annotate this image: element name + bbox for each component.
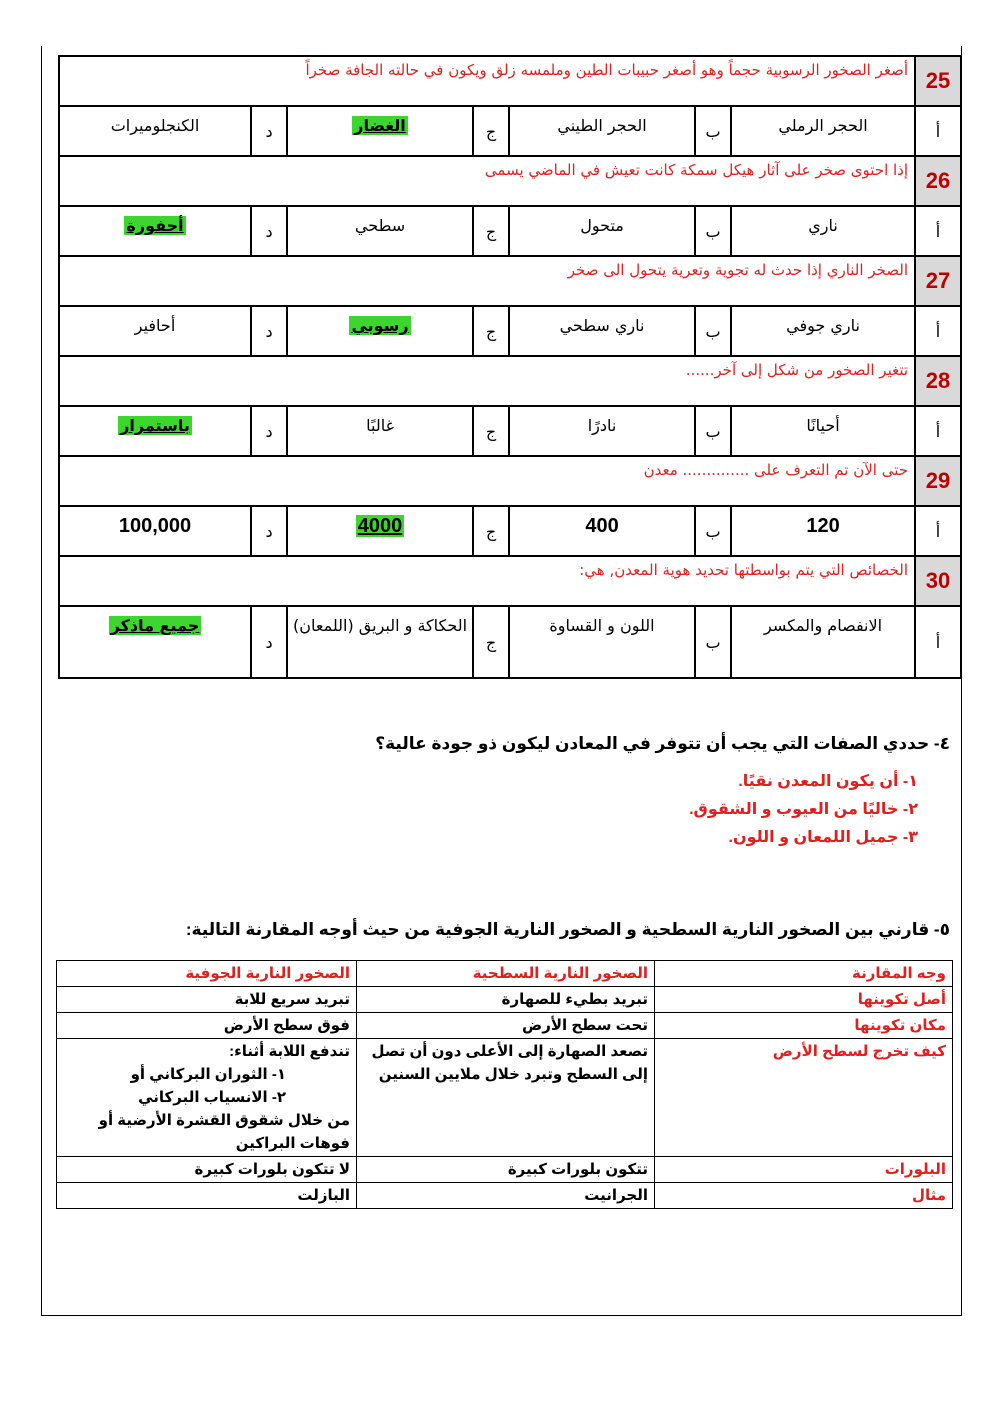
correct-option-text: رسوبي	[351, 316, 409, 335]
option-letter: ب	[695, 106, 731, 156]
question-number: 26	[915, 156, 961, 206]
option-text: غالبًا	[366, 416, 394, 435]
option-text: متحول	[580, 216, 624, 235]
surface-cell: تصعد الصهارة إلى الأعلى دون أن تصل إلى السطح وتبرد خلال ملايين السنين	[357, 1039, 655, 1157]
option-letter: د	[251, 106, 287, 156]
aspect-cell: أصل تكوينها	[655, 987, 953, 1013]
option-cell	[509, 106, 695, 156]
option-letter: د	[251, 406, 287, 456]
option-letter: د	[251, 606, 287, 678]
option-text: الحجر الطيني	[557, 116, 647, 135]
option-text: نادرًا	[587, 416, 617, 435]
option-cell	[509, 306, 695, 356]
option-letter: أ	[915, 506, 961, 556]
options-row	[59, 606, 961, 678]
section-5	[80, 920, 950, 940]
aspect-cell: مكان تكوينها	[655, 1013, 953, 1039]
answer-line: ١- أن يكون المعدن نقيًا.	[738, 773, 918, 790]
options-row	[59, 306, 961, 356]
section-4-title: ٤- حددي الصفات التي يجب أن تتوفر في المعادن ليكون ذو جودة عالية؟	[375, 734, 950, 753]
aspect-cell: البلورات	[655, 1157, 953, 1183]
correct-option-text: أحفورة	[126, 216, 184, 235]
answer-line: ٣- جميل اللمعان و اللون.	[728, 829, 918, 846]
section-4-answers	[80, 768, 918, 852]
question-row	[59, 256, 961, 306]
option-letter: ب	[695, 506, 731, 556]
option-letter: ج	[473, 506, 509, 556]
deep-cell: فوق سطح الأرض	[57, 1013, 357, 1039]
option-cell	[59, 206, 251, 256]
deep-cell: تبريد سريع للابة	[57, 987, 357, 1013]
option-cell	[59, 406, 251, 456]
aspect-cell: مثال	[655, 1183, 953, 1209]
option-letter: أ	[915, 306, 961, 356]
option-cell	[509, 206, 695, 256]
option-cell	[509, 606, 695, 678]
aspect-cell: كيف تخرج لسطح الأرض	[655, 1039, 953, 1157]
option-letter: أ	[915, 406, 961, 456]
question-stem: حتى الآن تم التعرف على .............. معدن	[59, 456, 915, 506]
comparison-row	[57, 1013, 953, 1039]
surface-cell: الجرانيت	[357, 1183, 655, 1209]
options-row	[59, 506, 961, 556]
option-letter: أ	[915, 606, 961, 678]
option-letter: ج	[473, 406, 509, 456]
deep-line: ١- الثوران البركاني أو	[130, 1066, 286, 1083]
option-cell	[287, 106, 473, 156]
option-cell	[59, 506, 251, 556]
correct-option-text: جميع ماذكر	[110, 616, 200, 635]
option-letter: ج	[473, 206, 509, 256]
surface-cell: تبريد بطيء للصهارة	[357, 987, 655, 1013]
option-text: ناري جوفي	[786, 316, 860, 335]
option-cell	[731, 206, 915, 256]
option-text: ناري	[808, 216, 838, 235]
question-row	[59, 156, 961, 206]
deep-line: ٢- الانسياب البركاني	[138, 1089, 286, 1106]
comparison-row	[57, 1157, 953, 1183]
deep-line: من خلال شقوق القشرة الأرضية أو فوهات البراكين	[98, 1112, 350, 1152]
correct-option-text: باستمرار	[120, 416, 190, 435]
comparison-table	[56, 960, 953, 1209]
option-text: الحجر الرملي	[778, 116, 868, 135]
question-stem: أصغر الصخور الرسوبية حجماً وهو أصغر حبيبات الطين وملمسه زلق ويكون في حالته الجافة صخراً	[59, 56, 915, 106]
question-number: 25	[915, 56, 961, 106]
options-row	[59, 106, 961, 156]
option-cell	[59, 106, 251, 156]
correct-option-text: الغضار	[354, 116, 406, 135]
section-5-title: ٥- قارني بين الصخور النارية السطحية و الصخور النارية الجوفية من حيث أوجه المقارنة التالية:	[185, 920, 950, 939]
question-number: 29	[915, 456, 961, 506]
option-letter: أ	[915, 206, 961, 256]
option-letter: ب	[695, 306, 731, 356]
question-number: 30	[915, 556, 961, 606]
section-4	[80, 734, 950, 754]
option-cell	[731, 506, 915, 556]
options-row	[59, 406, 961, 456]
question-stem: الخصائص التي يتم بواسطتها تحديد هوية المعدن, هي:	[59, 556, 915, 606]
correct-option-text: 4000	[357, 515, 403, 537]
option-cell	[287, 406, 473, 456]
option-cell	[59, 306, 251, 356]
question-row	[59, 456, 961, 506]
option-text: الحكاكة و البريق (اللمعان)	[293, 616, 468, 635]
comparison-row	[57, 987, 953, 1013]
question-stem: الصخر الناري إذا حدث له تجوية وتعرية يتحول الى صخر	[59, 256, 915, 306]
option-text: أحافير	[134, 316, 176, 335]
option-letter: د	[251, 306, 287, 356]
option-letter: أ	[915, 106, 961, 156]
mcq-table	[58, 55, 962, 679]
question-row	[59, 56, 961, 106]
deep-cell: البازلت	[57, 1183, 357, 1209]
header-aspect: وجه المقارنة	[655, 961, 953, 987]
comparison-row	[57, 1183, 953, 1209]
option-cell	[509, 406, 695, 456]
answer-line: ٢- خاليًا من العيوب و الشقوق.	[689, 801, 918, 818]
option-text: سطحي	[354, 216, 406, 235]
option-letter: ب	[695, 606, 731, 678]
option-letter: ب	[695, 206, 731, 256]
option-text: الانفصام والمكسر	[763, 616, 883, 635]
comparison-header-row	[57, 961, 953, 987]
option-letter: د	[251, 206, 287, 256]
option-letter: ج	[473, 106, 509, 156]
option-cell	[509, 506, 695, 556]
surface-cell: تحت سطح الأرض	[357, 1013, 655, 1039]
option-cell	[59, 606, 251, 678]
deep-line: تندفع اللابة أثناء:	[229, 1043, 350, 1060]
option-cell	[287, 206, 473, 256]
option-text: أحيانًا	[806, 416, 840, 435]
question-number: 28	[915, 356, 961, 406]
option-text: 100,000	[118, 515, 192, 537]
option-letter: ج	[473, 606, 509, 678]
option-text: 120	[806, 515, 840, 537]
question-row	[59, 356, 961, 406]
deep-cell	[57, 1039, 357, 1157]
option-cell	[731, 406, 915, 456]
option-text: اللون و القساوة	[549, 616, 655, 635]
surface-cell: تتكون بلورات كبيرة	[357, 1157, 655, 1183]
option-cell	[287, 606, 473, 678]
option-letter: ج	[473, 306, 509, 356]
question-stem: إذا احتوى صخر على آثار هيكل سمكة كانت تعيش في الماضي يسمى	[59, 156, 915, 206]
deep-cell: لا تتكون بلورات كبيرة	[57, 1157, 357, 1183]
header-surface: الصخور النارية السطحية	[357, 961, 655, 987]
option-text: ناري سطحي	[559, 316, 645, 335]
options-row	[59, 206, 961, 256]
option-text: 400	[585, 515, 619, 537]
header-deep: الصخور النارية الجوفية	[57, 961, 357, 987]
option-cell	[287, 506, 473, 556]
option-cell	[731, 606, 915, 678]
comparison-row	[57, 1039, 953, 1157]
option-text: الكنجلوميرات	[110, 116, 200, 135]
option-cell	[731, 106, 915, 156]
option-letter: د	[251, 506, 287, 556]
option-cell	[731, 306, 915, 356]
option-cell	[287, 306, 473, 356]
question-row	[59, 556, 961, 606]
question-stem: تتغير الصخور من شكل إلى آخر......	[59, 356, 915, 406]
question-number: 27	[915, 256, 961, 306]
option-letter: ب	[695, 406, 731, 456]
